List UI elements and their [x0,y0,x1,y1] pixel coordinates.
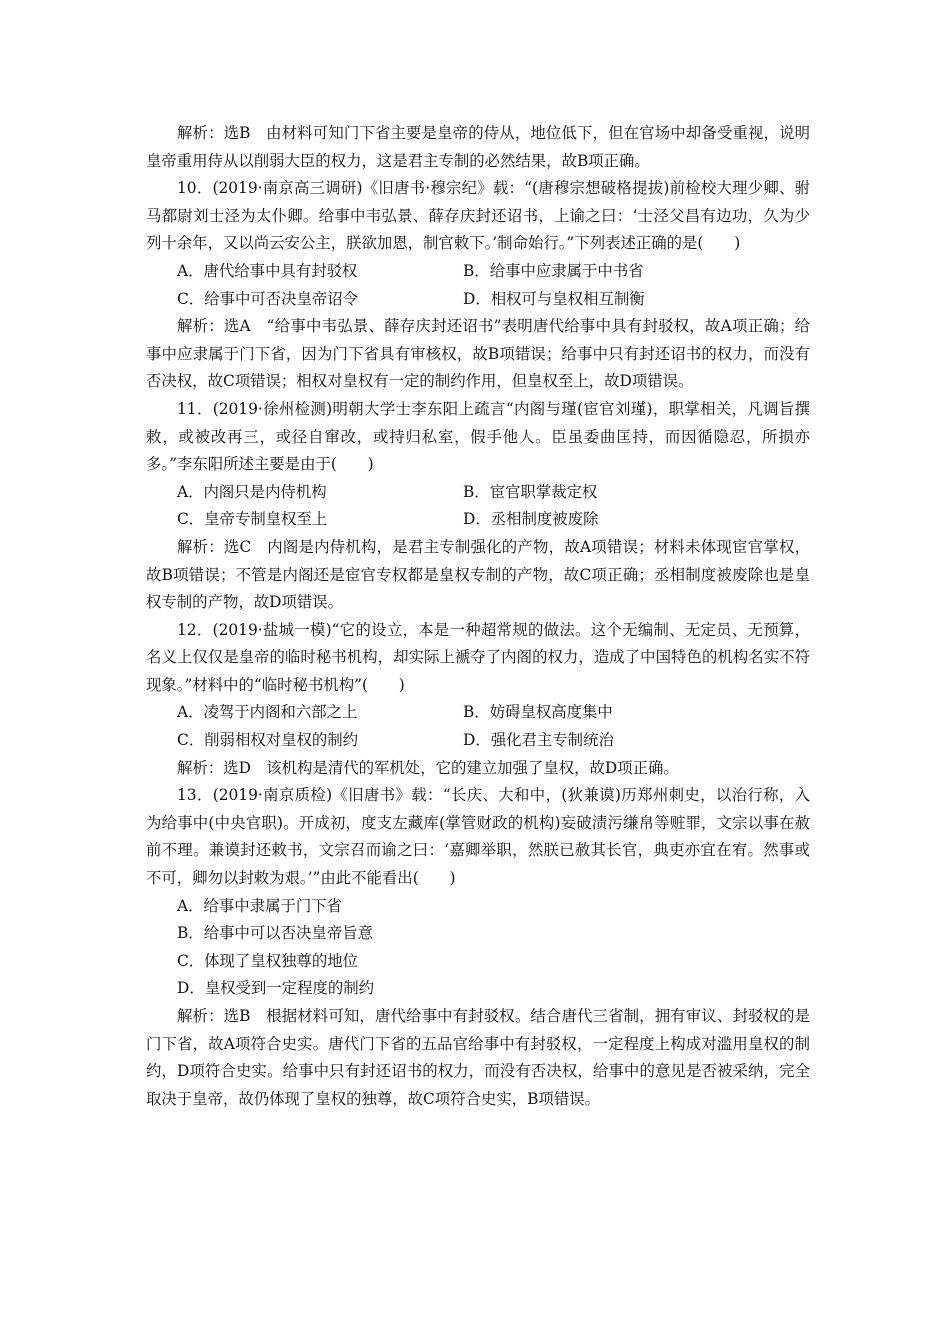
q10-option-c: C．给事中可否决皇帝诏令 [177,289,359,308]
q13-option-d: D．皇权受到一定程度的制约 [177,979,375,998]
q11-analysis: 解析：选C 内阁是内侍机构，是君主专制强化的产物，故A项错误；材料未体现宦官掌权，故B项错误；不管是内阁还是宦官专权都是皇权专制的产物，故C项正确；丞相制度被废除也是皇权专制的产物，故D项错误。 [146,537,810,612]
q11-stem: 11．(2019·徐州检测)明朝大学士李东阳上疏言“内阁与瑾(宦官刘瑾)，职掌相关，凡调旨撰敕，或被改再三，或径自窜改，或持归私室，假手他人。臣虽委曲匡持，而因循隐忍，所损亦多。”李东阳所述主要是由于( ) [146,399,810,474]
q13-stem: 13．(2019·南京质检)《旧唐书》载：“长庆、大和中，(狄兼谟)历郑州刺史，以治行称，入为给事中(中央官职)。开成初，度支左藏库(掌管财政的机构)妄破渍污缣帛等赃罪，文宗以事在赦前不理。兼谟封还敕书，文宗召而谕之曰：‘嘉卿举职，然朕已赦其长官，典吏亦宜在宥。然事或不可，卿勿以封敕为艰。’”由此不能看出( ) [146,786,810,888]
q10-option-a: A．唐代给事中具有封驳权 [177,261,358,280]
q11-option-b: B．宦官职掌裁定权 [463,482,598,501]
q12-option-d: D．强化君主专制统治 [463,731,614,750]
q12-stem: 12．(2019·盐城一模)“它的设立，本是一种超常规的做法。这个无编制、无定员、无预算，名义上仅仅是皇帝的临时秘书机构，却实际上褫夺了内阁的权力，造成了中国特色的机构名实不符现象。”材料中的“临时秘书机构”( ) [146,620,810,694]
q9-analysis: 解析：选B 由材料可知门下省主要是皇帝的侍从，地位低下，但在官场中却备受重视，说明皇帝重用侍从以削弱大臣的权力，这是君主专制的必然结果，故B项正确。 [146,124,810,170]
q12-options [146,699,810,754]
q11-option-a: A．内阁只是内侍机构 [177,482,327,501]
q10-option-b: B．给事中应隶属于中书省 [463,261,644,280]
q12-analysis: 解析：选D 该机构是清代的军机处，它的建立加强了皇权，故D项正确。 [177,758,679,777]
q13-option-c: C．体现了皇权独尊的地位 [177,951,359,970]
q12-option-c: C．削弱相权对皇权的制约 [177,731,359,750]
q11-option-d: D．丞相制度被废除 [463,510,599,529]
q13-option-a: A．给事中隶属于门下省 [177,896,343,915]
q13-options [146,893,810,1003]
q12-option-b: B．妨碍皇权高度集中 [463,703,613,722]
q13-analysis: 解析：选B 根据材料可知，唐代给事中有封驳权。结合唐代三省制，拥有审议、封驳权的是门下省，故A项符合史实。唐代门下省的五品官给事中有封驳权，一定程度上构成对滥用皇权的制约，D项符合史实。给事中只有封还诏书的权力，而没有否决权，给事中的意见是否被采纳，完全取决于皇帝，故仍体现了皇权的独尊，故C项符合史实，B项错误。 [146,1007,810,1108]
q11-options [146,479,810,534]
q10-options [146,258,810,313]
document-page [146,120,810,1113]
q11-option-c: C．皇帝专制皇权至上 [177,510,328,529]
q12-option-a: A．凌驾于内阁和六部之上 [177,703,358,722]
q10-analysis: 解析：选A “给事中韦弘景、薛存庆封还诏书”表明唐代给事中具有封驳权，故A项正确；给事中应隶属于门下省，因为门下省具有审核权，故B项错误；给事中只有封还诏书的权力，而没有否决权，故C项错误；相权对皇权有一定的制约作用，但皇权至上，故D项错误。 [146,317,810,391]
q10-stem: 10．(2019·南京高三调研)《旧唐书·穆宗纪》载：“(唐穆宗想破格提拔)前检校大理少卿、驸马都尉刘士泾为太仆卿。给事中韦弘景、薛存庆封还诏书，上谕之曰：‘士泾父昌有边功，久为少列十余年，又以尚云安公主，朕欲加恩，制官敕下。’制命始行。”下列表述正确的是( ) [146,179,810,253]
q10-option-d: D．相权可与皇权相互制衡 [463,289,645,308]
q13-option-b: B．给事中可以否决皇帝旨意 [177,924,373,943]
